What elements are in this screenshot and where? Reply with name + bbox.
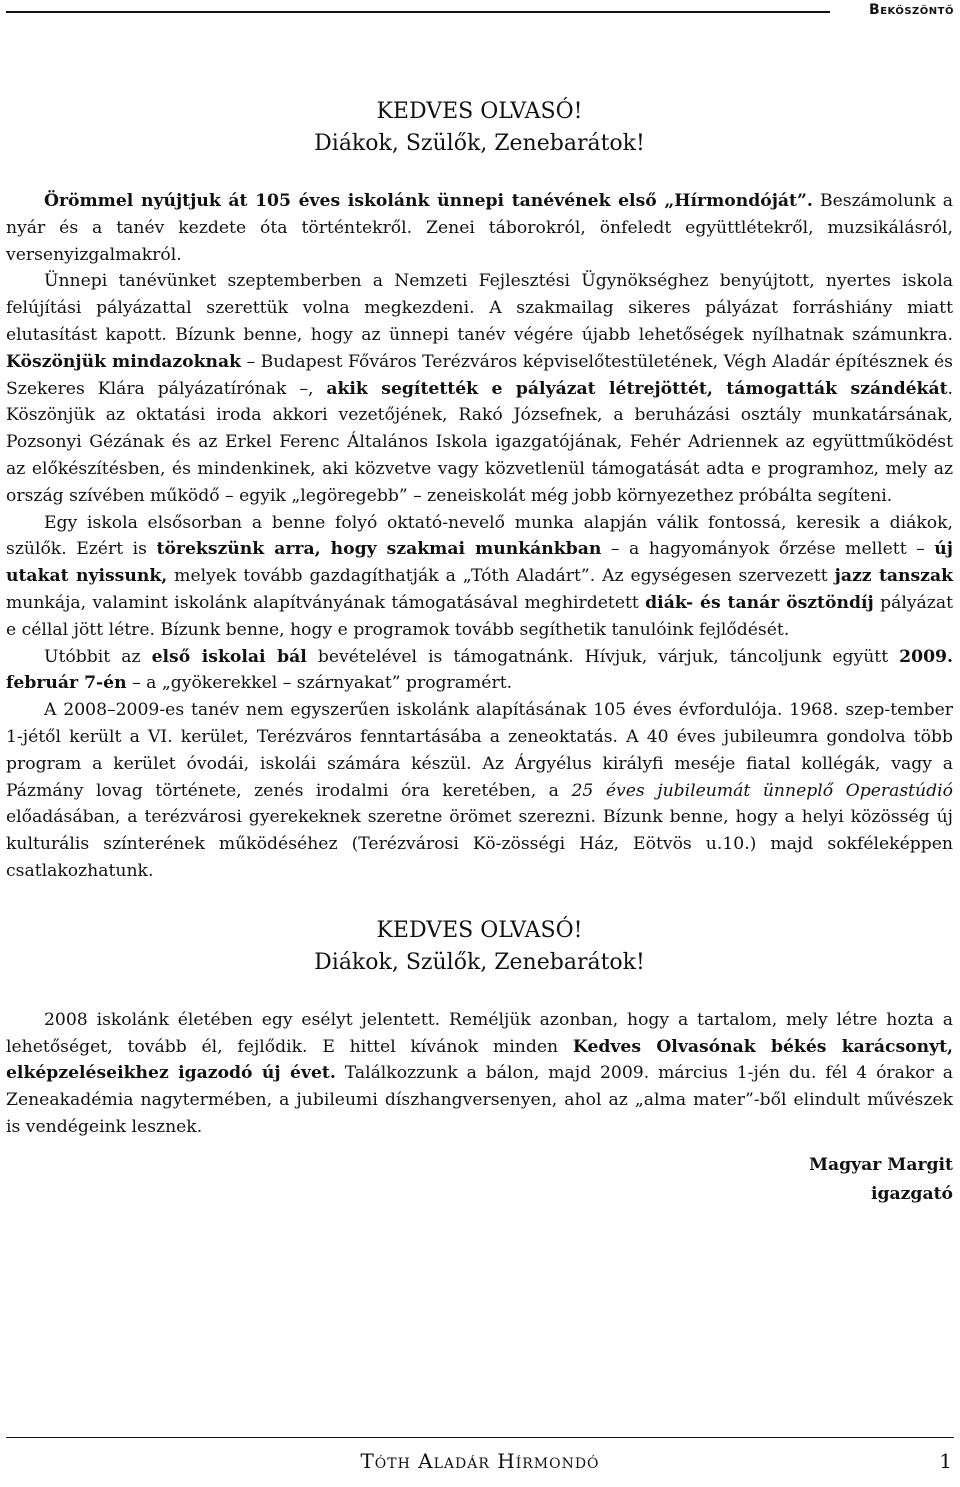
greeting-bottom <box>6 915 953 979</box>
text: munkája, valamint iskolánk alapítványának támogatásával meghirdetett <box>6 592 646 613</box>
bold-text: 2009. február 7-én <box>6 646 953 694</box>
bold-text: akik segítették e pályázat létrejöttét, támogatták szándékát <box>326 378 948 399</box>
bold-text: Kedves Olvasónak békés karácsonyt, elképzeléseikhez igazodó új évet. <box>6 1036 953 1084</box>
text: – a hagyományok őrzése mellett – <box>601 539 935 560</box>
paragraph-4 <box>6 644 953 698</box>
text: pályázat e céllal jött létre. Bízunk benne, hogy e programok tovább segíthetik tanulóink fejlődését. <box>6 592 953 640</box>
text: . Köszönjük az oktatási iroda akkori vezetőjének, Rakó Józsefnek, a beruházási osztály munkatársának, Pozsonyi Gézának és az Erkel Ferenc Általános Iskola igazgatójának, Fehér Adriennek az együttműködést az előkészítésben, és mindenkinek, aki közvetve vagy közvetlenül támogatását adta e programhoz, mely az ország szívében működő – egyik „legöregebb” – zeneiskolát még jobb környezethez próbálta segíteni. <box>6 378 954 506</box>
paragraph-2 <box>6 268 953 509</box>
text: A 2008–2009-es tanév nem egyszerűen iskolánk alapításának 105 éves évfordulója. 1968. szep-tember 1-jétől került a VI. kerület, Terézváros fenntartásába a zeneoktatás. A 40 éves jubileumra gondolva több program a kerület óvodái, iskolái számára készül. Az Árgyélus királyfi meséje fiatal kollégák, vagy a Pázmány lovag története, zenés irodalmi óra keretében, a <box>6 700 953 801</box>
footer-rule <box>6 1437 954 1438</box>
signature-role: igazgató <box>870 1183 953 1204</box>
greeting-top <box>6 96 953 160</box>
greeting-line-2: Diákok, Szülők, Zenebarátok! <box>314 949 645 975</box>
page-footer <box>0 1437 960 1487</box>
text: – a „gyökerekkel – szárnyakat” programért. <box>126 673 513 694</box>
publication-title: Tóth Aladár Hírmondó <box>360 1449 600 1473</box>
text: Beszámolunk a nyár és a tanév kezdete óta történtekről. Zenei táborokról, önfeledt együttlétekről, muzsikálásról, versenyizgalmakról. <box>6 191 953 265</box>
text: bevételével is támogatnánk. Hívjuk, várjuk, táncoljunk együtt <box>306 646 900 667</box>
text: 2008 iskolánk életében egy esélyt jelentett. Reméljük azonban, hogy a tartalom, mely létre hozta a lehetőséget, tovább él, fejlődik. E hittel kívánok minden <box>6 1009 953 1057</box>
text: – Budapest Főváros Terézváros képviselőtestületének, Végh Aladár építésznek és Szekeres Klára pályázatírónak –, <box>6 351 953 399</box>
bold-text: törekszünk arra, hogy szakmai munkánkban <box>156 539 602 560</box>
page-header <box>0 0 960 26</box>
section-label: Beköszöntő <box>869 2 954 18</box>
text: Utóbbit az <box>44 646 152 667</box>
page-number: 1 <box>939 1449 952 1473</box>
paragraph-6 <box>6 1007 953 1141</box>
greeting-line-1: KEDVES OLVASÓ! <box>376 917 583 943</box>
bold-text: diák- és tanár ösztöndíj <box>645 592 874 613</box>
greeting-line-1: KEDVES OLVASÓ! <box>376 99 583 124</box>
text: Egy iskola elsősorban a benne folyó oktató-nevelő munka alapján válik fontossá, keresik a diákok, szülők. Ezért is <box>6 512 953 560</box>
header-rule <box>6 11 830 13</box>
bold-text: jazz tanszak <box>834 566 953 587</box>
paragraph-1 <box>6 188 953 268</box>
greeting-line-2: Diákok, Szülők, Zenebarátok! <box>314 131 645 156</box>
text: előadásában, a terézvárosi gyerekeknek szeretne örömet szerezni. Bízunk benne, hogy a helyi közösség új kulturális színterének működéséhez (Terézvárosi Kö-zösségi Ház, Eötvös u.10.) majd sokféleképpen csatlakozhatunk. <box>6 807 953 881</box>
text: Ünnepi tanévünket szeptemberben a Nemzeti Fejlesztési Ügynökséghez benyújtott, nyertes iskola felújítási pályázattal szerettük volna megkezdeni. A szakmailag sikeres pályázat forráshiány miatt elutasítást kapott. Bízunk benne, hogy az ünnepi tanév végére újabb lehetőségek nyílhatnak számunkra. <box>6 271 953 345</box>
bold-text: első iskolai bál <box>151 646 307 667</box>
bold-text: új utakat nyissunk, <box>6 539 953 587</box>
article-body <box>6 96 953 1209</box>
signature-name: Magyar Margit <box>808 1154 953 1175</box>
bold-text: Örömmel nyújtjuk át 105 éves iskolánk ünnepi tanévének első „Hírmondóját”. <box>44 191 813 211</box>
signature <box>6 1151 953 1209</box>
italic-text: 25 éves jubileumát ünneplő Operastúdió <box>571 780 953 801</box>
bold-text: Köszönjük mindazoknak <box>6 351 242 372</box>
text: melyek tovább gazdagíthatják a „Tóth Aladárt”. Az egységesen szervezett <box>167 566 835 587</box>
paragraph-5 <box>6 697 953 885</box>
text: Találkozzunk a bálon, majd 2009. március 1-jén du. fél 4 órakor a Zeneakadémia nagytermében, a jubileumi díszhangversenyen, ahol az „alma mater”-ből elindult művészek is vendégeink lesznek. <box>6 1063 953 1137</box>
paragraph-3 <box>6 510 953 644</box>
